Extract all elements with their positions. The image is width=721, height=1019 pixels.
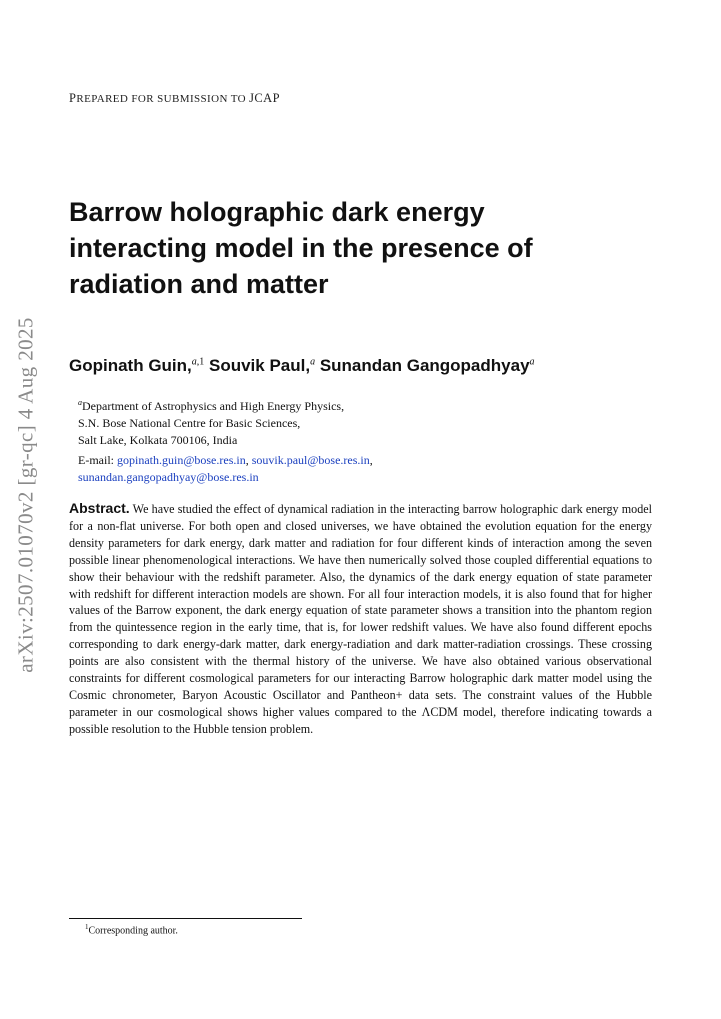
affiliation-line: S.N. Bose National Centre for Basic Sciences, [78,416,301,430]
affiliation-line: Salt Lake, Kolkata 700106, India [78,433,238,447]
affiliation-marker: a [78,398,82,407]
abstract-text: We have studied the effect of dynamical radiation in the interacting barrow holographic dark energy model for a non-flat universe. For both open and closed universes, we have obtained the evolution equation for the energy density parameters for dark energy, dark matter and radiation for four different kinds of interaction among the seven possible linear phenomenological interactions. We have then numerically solved those coupled differential equations to show their behaviour with the redshift parameter. Also, the dynamics of the dark energy equation of state parameter with redshift for different interaction models are shown. For all four interaction models, it is also found that for higher values of the Barrow exponent, the dark energy equation of state parameter shows a transition into the phantom region from the quintessence region in the early time, that is, for lower redshift values. We have also found different epochs corresponding to dark energy-dark matter, dark energy-radiation and dark matter-radiation crossings. These crossing points are also consistent with the thermal history of the universe. We have also obtained various observational constraints for different cosmological parameters for our interacting Barrow holographic dark matter model using the Cosmic chronometer, Baryon Acoustic Oscillator and Pantheon+ data sets. The constraint values of the Hubble parameter in our cosmological shows higher values compared to the ΛCDM model, therefore indicating towards a possible resolution to the Hubble tension problem. [69,502,652,736]
footnote-rule [69,918,302,919]
abstract [69,500,652,738]
author-affil-marker: a [310,356,316,368]
author-name: Sunandan Gangopadhyay [319,356,530,375]
email-link[interactable]: souvik.paul@bose.res.in [251,453,370,467]
footnote [85,923,178,936]
arxiv-identifier: arXiv:2507.01070v2 [gr-qc] 4 Aug 2025 [13,317,38,673]
author-note-marker: ,1 [196,356,205,368]
author-name: Gopinath Guin, [69,356,192,375]
submission-note-initial: P [69,91,77,105]
email-link[interactable]: gopinath.guin@bose.res.in [117,453,246,467]
footnote-marker: 1 [85,923,89,931]
author-name: Souvik Paul, [209,356,311,375]
author-affil-marker: a [529,356,535,368]
footnote-text: Corresponding author. [88,925,178,937]
abstract-label: Abstract. [69,500,130,516]
submission-note [69,91,280,106]
affiliation-block [78,394,638,449]
affiliation-line: $^a$Department of Astrophysics and High Energy Physics, [78,398,345,413]
paper-title: Barrow holographic dark energy interacting model in the presence of radiation and matter [69,197,533,299]
journal-name: JCAP [249,91,280,105]
email-link[interactable]: sunandan.gangopadhyay@bose.res.in [78,470,259,484]
author-list [69,356,669,376]
email-label: E-mail: [78,453,114,467]
arxiv-stamp [11,300,41,690]
submission-note-text: REPARED FOR SUBMISSION TO [76,93,250,105]
email-block: E-mail: gopinath.guin@bose.res.in, souvik.paul@bose.res.in, sunandan.gangopadhyay@bose.res.in [78,453,373,484]
author-affil-marker: a [191,356,197,368]
